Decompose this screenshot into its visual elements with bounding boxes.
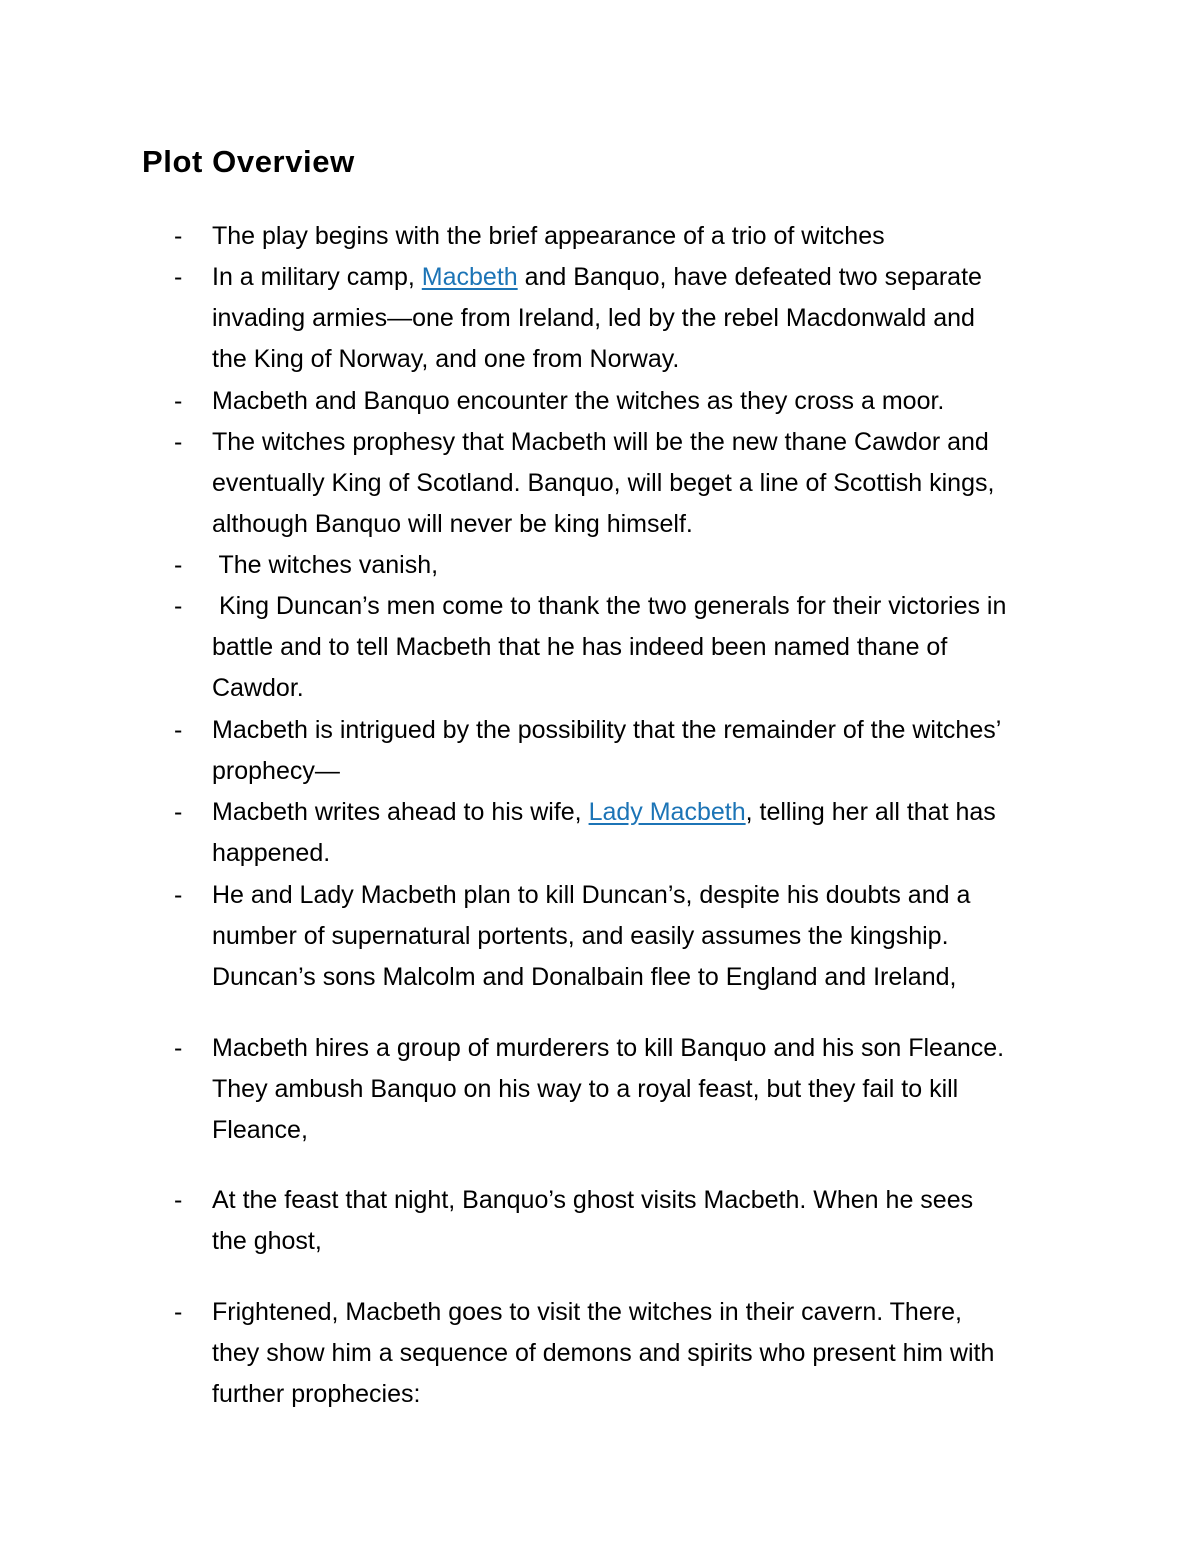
list-item-line bbox=[212, 792, 1072, 833]
item-text: Fleance, bbox=[212, 1116, 308, 1144]
list-item-line bbox=[212, 1292, 1072, 1333]
list-item bbox=[0, 586, 1200, 709]
bullet-dash: - bbox=[174, 881, 183, 909]
list-item-line bbox=[212, 422, 1072, 463]
list-item-line bbox=[212, 1180, 1072, 1221]
list-item-line bbox=[212, 463, 1072, 504]
bullet-dash: - bbox=[174, 1034, 183, 1062]
list-item-line bbox=[212, 1333, 1072, 1374]
bullet-dash: - bbox=[174, 387, 183, 415]
list-item bbox=[0, 1292, 1200, 1415]
list-item bbox=[0, 1180, 1200, 1262]
item-text: Duncan’s sons Malcolm and Donalbain flee to England and Ireland, bbox=[212, 963, 957, 991]
bullet-dash: - bbox=[174, 222, 183, 250]
item-text: In a military camp, bbox=[212, 263, 422, 291]
item-text: eventually King of Scotland. Banquo, will beget a line of Scottish kings, bbox=[212, 469, 995, 497]
list-item bbox=[0, 1028, 1200, 1151]
item-text: The play begins with the brief appearance of a trio of witches bbox=[212, 222, 885, 250]
bullet-dash: - bbox=[174, 1186, 183, 1214]
item-text: Macbeth is intrigued by the possibility that the remainder of the witches’ bbox=[212, 716, 1002, 744]
list-item-line bbox=[212, 545, 1072, 586]
item-text: , telling her all that has bbox=[745, 798, 996, 826]
list-item bbox=[0, 545, 1200, 586]
item-text: Macbeth writes ahead to his wife, bbox=[212, 798, 589, 826]
list-item-line bbox=[212, 957, 1072, 998]
list-item-line bbox=[212, 1069, 1072, 1110]
item-text: further prophecies: bbox=[212, 1380, 421, 1408]
list-item-line bbox=[212, 1221, 1072, 1262]
item-text: At the feast that night, Banquo’s ghost visits Macbeth. When he sees bbox=[212, 1186, 974, 1214]
character-link[interactable]: Macbeth bbox=[421, 263, 518, 291]
item-text: He and Lady Macbeth plan to kill Duncan’s, despite his doubts and a bbox=[212, 881, 971, 909]
list-item bbox=[0, 381, 1200, 422]
bullet-dash: - bbox=[174, 592, 183, 620]
bullet-dash: - bbox=[174, 263, 183, 291]
list-item bbox=[0, 875, 1200, 998]
list-item-line bbox=[212, 627, 1072, 668]
item-text: they show him a sequence of demons and spirits who present him with bbox=[212, 1339, 995, 1367]
list-item-line bbox=[212, 381, 1072, 422]
list-item-line bbox=[212, 257, 1072, 298]
bullet-dash: - bbox=[174, 428, 183, 456]
item-text: King Duncan’s men come to thank the two generals for their victories in bbox=[212, 592, 1007, 620]
list-item-line bbox=[212, 339, 1072, 380]
list-item-line bbox=[212, 1374, 1072, 1415]
list-item bbox=[0, 792, 1200, 874]
list-item-line bbox=[212, 504, 1072, 545]
item-text: number of supernatural portents, and easily assumes the kingship. bbox=[212, 922, 949, 950]
list-item-line bbox=[212, 751, 1072, 792]
item-text: and Banquo, have defeated two separate bbox=[517, 263, 982, 291]
item-text: Macbeth and Banquo encounter the witches as they cross a moor. bbox=[212, 387, 945, 415]
bullet-dash: - bbox=[174, 1298, 183, 1326]
item-text: Cawdor. bbox=[212, 674, 304, 702]
list-item-line bbox=[212, 875, 1072, 916]
item-text: Macbeth hires a group of murderers to kill Banquo and his son Fleance. bbox=[212, 1034, 1005, 1062]
list-item-line bbox=[212, 298, 1072, 339]
bullet-dash: - bbox=[174, 798, 183, 826]
list-item-line bbox=[212, 1028, 1072, 1069]
item-text: the ghost, bbox=[212, 1227, 322, 1255]
list-item-line bbox=[212, 668, 1072, 709]
list-item bbox=[0, 257, 1200, 380]
item-text: invading armies—one from Ireland, led by the rebel Macdonwald and bbox=[212, 304, 975, 332]
list-item-line bbox=[212, 216, 1072, 257]
page-title: Plot Overview bbox=[142, 144, 355, 179]
item-text: The witches vanish, bbox=[212, 551, 439, 579]
item-text: Frightened, Macbeth goes to visit the witches in their cavern. There, bbox=[212, 1298, 962, 1326]
list-item-line bbox=[212, 833, 1072, 874]
list-item bbox=[0, 710, 1200, 792]
bullet-dash: - bbox=[174, 551, 183, 579]
item-text: the King of Norway, and one from Norway. bbox=[212, 345, 680, 373]
item-text: although Banquo will never be king himself. bbox=[212, 510, 693, 538]
item-text: The witches prophesy that Macbeth will be the new thane Cawdor and bbox=[212, 428, 989, 456]
list-item-line bbox=[212, 586, 1072, 627]
list-item-line bbox=[212, 1110, 1072, 1151]
list-item-line bbox=[212, 916, 1072, 957]
character-link[interactable]: Lady Macbeth bbox=[588, 798, 746, 826]
list-item bbox=[0, 422, 1200, 545]
item-text: happened. bbox=[212, 839, 331, 867]
item-text: They ambush Banquo on his way to a royal feast, but they fail to kill bbox=[212, 1075, 959, 1103]
bullet-dash: - bbox=[174, 716, 183, 744]
item-text: battle and to tell Macbeth that he has indeed been named thane of bbox=[212, 633, 948, 661]
list-item-line bbox=[212, 710, 1072, 751]
item-text: prophecy— bbox=[212, 757, 340, 785]
list-item bbox=[0, 216, 1200, 257]
